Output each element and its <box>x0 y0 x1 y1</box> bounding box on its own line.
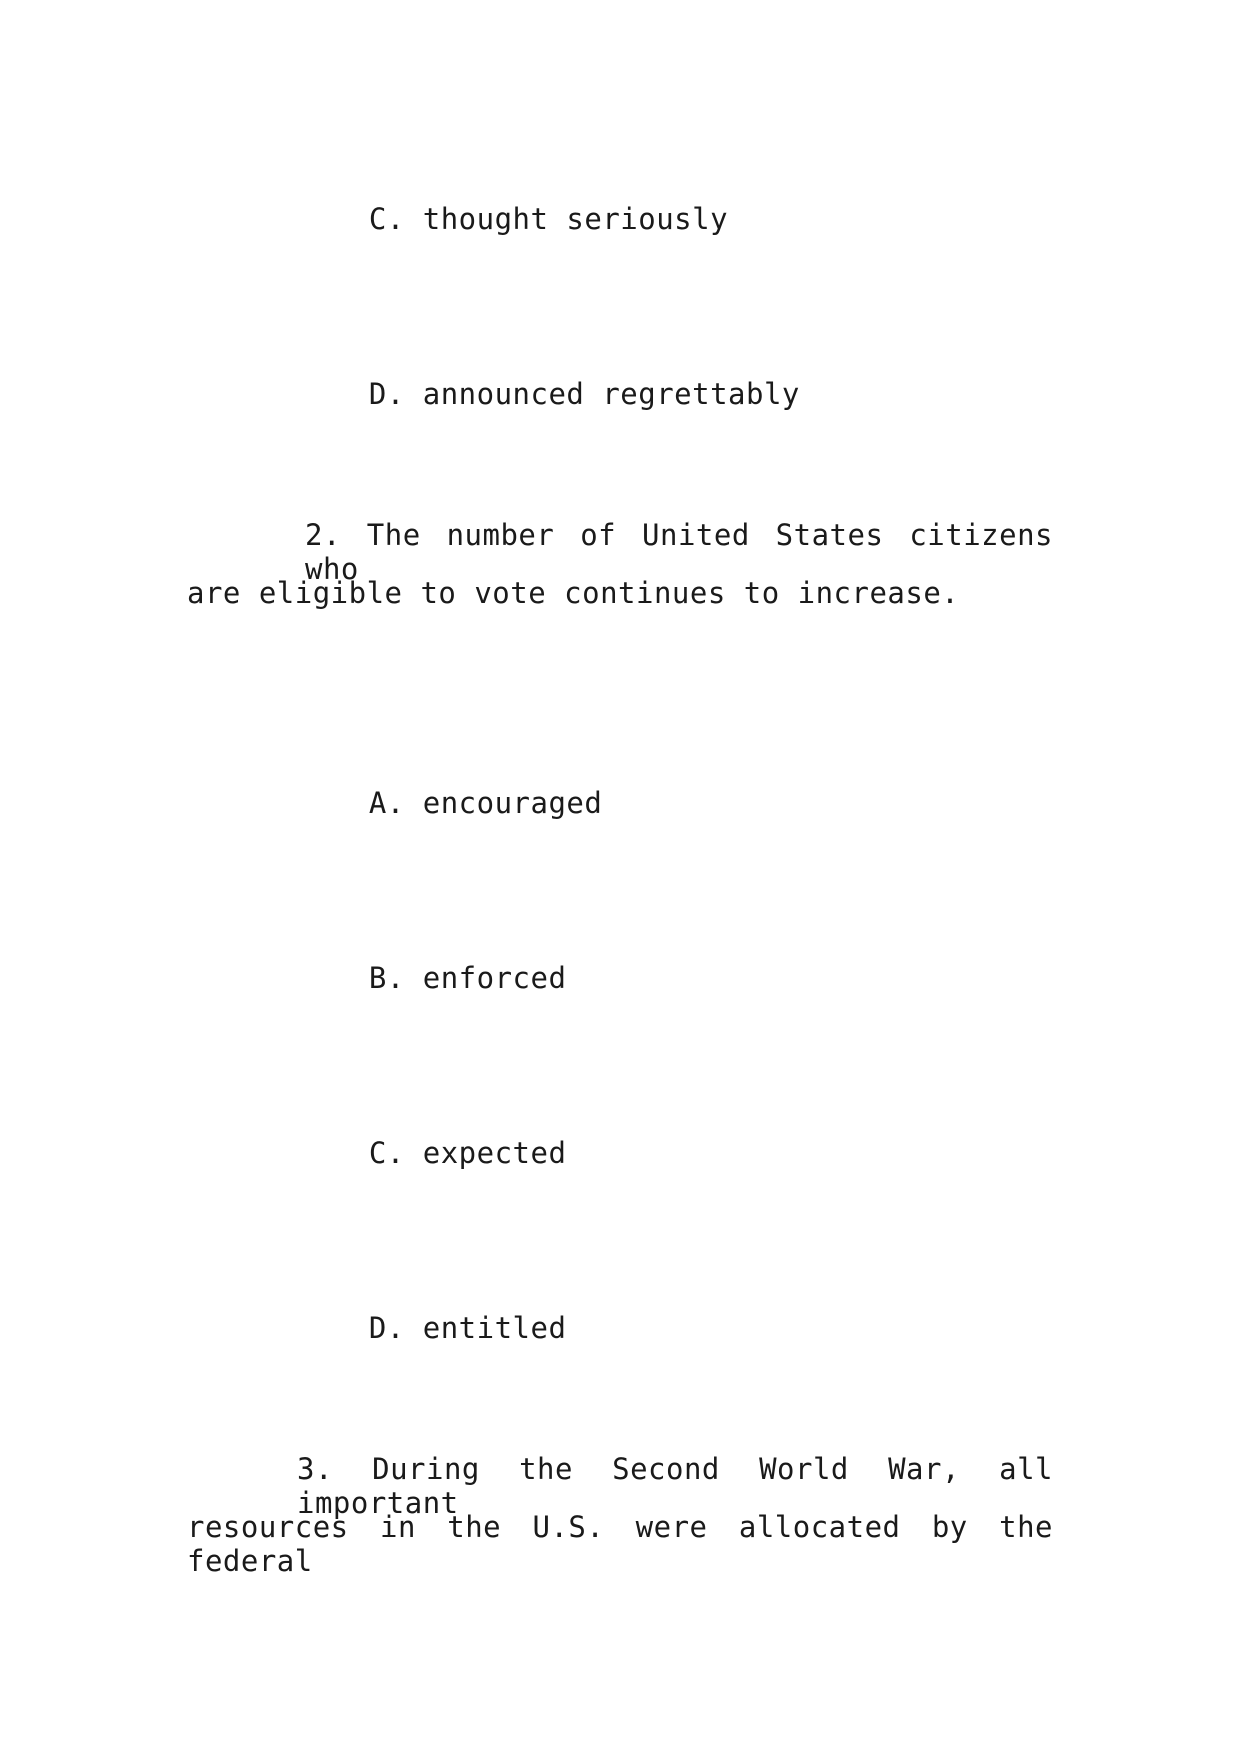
option-q2-d <box>297 1277 566 1379</box>
option-text: thought seriously <box>422 202 729 236</box>
option-text: entitled <box>422 1311 567 1345</box>
question-2-line-2: are eligible to vote continues to increase. <box>187 576 960 610</box>
option-letter: C. <box>368 1136 405 1170</box>
option-letter: C. <box>368 202 405 236</box>
option-text: expected <box>422 1136 567 1170</box>
option-q2-c <box>297 1102 566 1204</box>
option-letter: D. <box>368 377 405 411</box>
option-letter: D. <box>368 1311 405 1345</box>
option-letter: B. <box>368 961 405 995</box>
option-q2-a <box>297 752 602 854</box>
option-text: enforced <box>422 961 567 995</box>
question-3-line-1: 3. During the Second World War, all important <box>297 1452 1053 1520</box>
option-letter: A. <box>368 786 405 820</box>
option-q2-b <box>297 927 566 1029</box>
option-q1-c <box>297 168 728 270</box>
question-2-line-1: 2. The number of United States citizens who <box>305 518 1053 586</box>
question-3-line-2: resources in the U.S. were allocated by the federal <box>187 1510 1053 1578</box>
option-text: encouraged <box>422 786 603 820</box>
option-text: announced regrettably <box>422 377 800 411</box>
option-q1-d <box>297 343 800 445</box>
